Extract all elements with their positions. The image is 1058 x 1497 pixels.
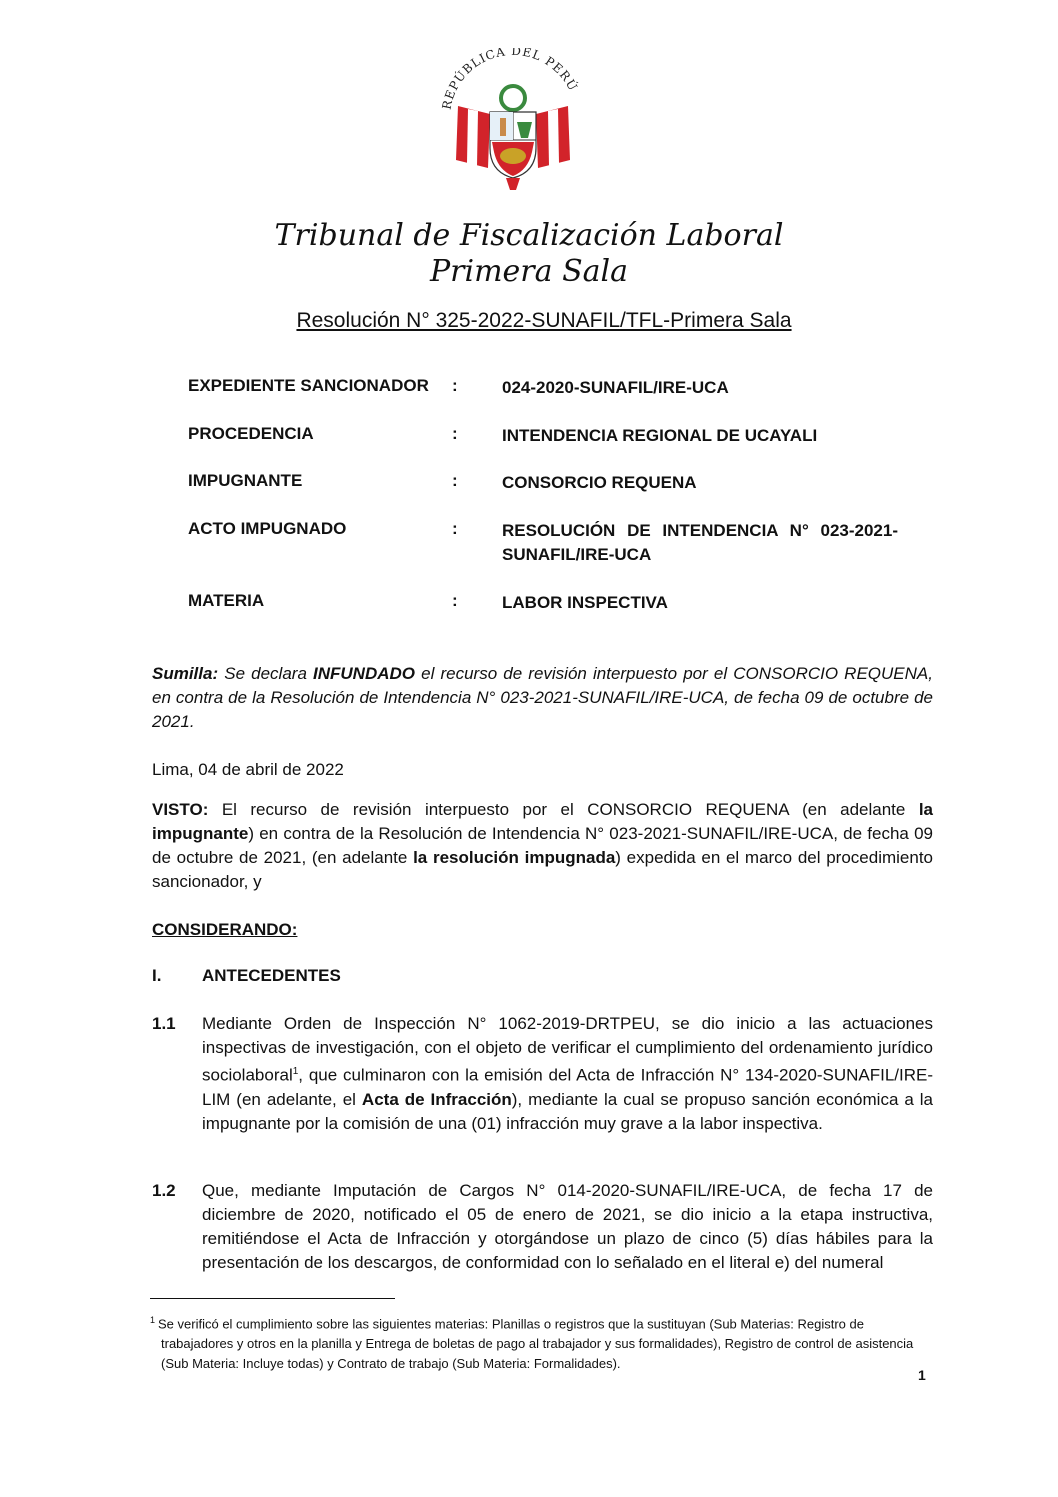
sumilla-verdict: INFUNDADO <box>313 664 416 683</box>
field-value: 024-2020-SUNAFIL/IRE-UCA <box>502 378 729 397</box>
field-separator: : <box>452 424 458 443</box>
section-number: I. <box>152 966 162 985</box>
crest-inscription: REPÚBLICA DEL PERÚ <box>439 48 581 111</box>
page-number: 1 <box>918 1367 926 1383</box>
considerando-heading: CONSIDERANDO: <box>152 920 298 939</box>
field-separator: : <box>452 471 458 490</box>
field-value: CONSORCIO REQUENA <box>502 473 697 492</box>
coat-of-arms <box>428 48 598 198</box>
section-title: ANTECEDENTES <box>202 966 341 985</box>
field-value: INTENDENCIA REGIONAL DE UCAYALI <box>502 426 818 445</box>
tribunal-title: Tribunal de Fiscalización Laboral <box>274 218 784 253</box>
item-1-2-text: Que, mediante Imputación de Cargos N° 014-2020-SUNAFIL/IRE-UCA, de fecha 17 de diciembre de 2020, notificado el 05 de enero de 2021, se dio inicio a la etapa instructiva, remitiéndose el Acta de Infracción y otorgándose un plazo de cinco (5) días hábiles para la presentación de los descargos, de conformidad con lo señalado en el literal e) del numeral <box>202 1181 933 1272</box>
sala-subtitle: Primera Sala <box>429 254 628 289</box>
date-line: Lima, 04 de abril de 2022 <box>152 760 344 779</box>
field-label: ACTO IMPUGNADO <box>188 519 347 538</box>
sumilla-label: Sumilla: <box>152 664 219 683</box>
visto-paragraph: VISTO: El recurso de revisión interpuesto por el CONSORCIO REQUENA (en adelante la impugnante) en contra de la Resolución de Intendencia N° 023-2021-SUNAFIL/IRE-UCA, de fecha 09 de octubre de 2021, (en adelante la resolución impugnada) expedida en el marco del procedimiento sancionador, y <box>152 800 934 891</box>
resolution-number: Resolución N° 325-2022-SUNAFIL/TFL-Primera Sala <box>296 309 792 332</box>
field-label: MATERIA <box>188 591 265 610</box>
field-value: RESOLUCIÓN DE INTENDENCIA N° 023-2021-SUNAFIL/IRE-UCA <box>502 521 898 564</box>
item-number: 1.2 <box>152 1181 176 1200</box>
visto-label: VISTO: <box>152 800 209 819</box>
footnote-divider <box>150 1298 395 1299</box>
sumilla-paragraph: Sumilla: Se declara INFUNDADO el recurso de revisión interpuesto por el CONSORCIO REQUENA, en contra de la Resolución de Intendencia N° 023-2021-SUNAFIL/IRE-UCA, de fecha 09 de octubre de 2021. <box>152 664 933 731</box>
item-1-1-text: Mediante Orden de Inspección N° 1062-2019-DRTPEU, se dio inicio a las actuaciones inspectivas de investigación, con el objeto de verificar el cumplimiento del ordenamiento jurídico sociolaboral$^1$, que culminaron con la emisión del Acta de Infracción N° 134-2020-SUNAFIL/IRE-LIM (en adelante, el Acta de Infracción), mediante la cual se propuso sanción económica a la impugnante por la comisión de una (01) infracción muy grave a la labor inspectiva. <box>202 1014 933 1133</box>
footnote-text: Se verificó el cumplimiento sobre las siguientes materias: Planillas o registros que la sustituyan (Sub Materias: Registro de trabajadores y otros en la planilla y Entrega de boletas de pago al trabajador y sus formalidades), Registro de control de asistencia (Sub Materia: Incluye todas) y Contrato de trabajo (Sub Materia: Formalidades). <box>158 1316 914 1372</box>
field-separator: : <box>452 376 458 395</box>
coat-of-arms-icon <box>428 48 598 198</box>
field-value: LABOR INSPECTIVA <box>502 593 668 612</box>
field-label: IMPUGNANTE <box>188 471 303 490</box>
field-label: PROCEDENCIA <box>188 424 314 443</box>
footnote <box>150 1310 938 1374</box>
footnote-ref[interactable]: 1 <box>292 1066 299 1077</box>
item-number: 1.1 <box>152 1014 176 1033</box>
field-separator: : <box>452 519 458 538</box>
footnote-number: 1 <box>150 1315 156 1325</box>
field-separator: : <box>452 591 458 610</box>
field-label: EXPEDIENTE SANCIONADOR <box>188 376 429 395</box>
